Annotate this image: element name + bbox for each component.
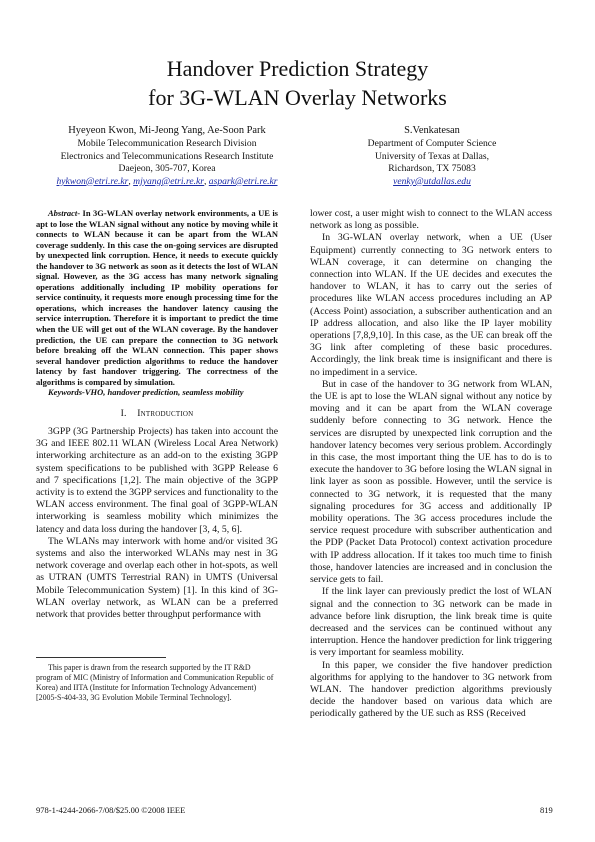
right-column [310,208,552,721]
author-names-right: S.Venkatesan [404,125,460,136]
body-paragraph: If the link layer can previously predict the lost of WLAN signal and the connection to 3G network can be made in advance before link disruption, the link break time is quite decreased and the services can be continued without any interruption. Hence the handover prediction for link triggering is very important for seamless mobility. [310,586,552,659]
footnote-divider [36,657,166,658]
paper-title [0,54,595,112]
affiliation-line-2: Electronics and Telecommunications Research Institute [60,150,274,162]
section-number: I. [120,407,127,419]
copyright-line: 978-1-4244-2066-7/08/$25.00 ©2008 IEEE [36,805,186,815]
abstract-text: - In 3G-WLAN overlay network environments, a UE is apt to lose the WLAN signal without any notice by moving while it connects to WLAN because it can be apart from the WLAN coverage suddenly. In this case the on-going services are disrupted by unexpected link corruption. Hence, it needs to execute quickly the handover to 3G network as soon as it detects the lost of WLAN signal. However, as the 3G access has many network signaling operations additionally including IP mobility operations for service continuity, it requests more enough processing time for the operations, which increases the handover latency causing the service interruption. Therefore it is important to predict the time when the UE will get out of the WLAN coverage. By the handover prediction, the UE can prepare the connection to 3G network before breaking off the WLAN connection. This paper shows several handover prediction algorithms to reduce the handover latency by fast handover triggering. The correctness of the algorithms is compared by simulation. [36,208,278,387]
section-title: Introduction [137,407,194,419]
affiliation-line-1: Department of Computer Science [367,138,497,150]
author-block-right [312,125,552,188]
affiliation-line-3: Richardson, TX 75083 [388,163,476,175]
affiliation-line-2: University of Texas at Dallas, [375,150,489,162]
author-block-left [36,125,298,188]
affiliation-line-3: Daejeon, 305-707, Korea [118,163,216,175]
email-link[interactable]: venky@utdallas.edu [393,175,471,187]
page-number: 819 [540,805,553,815]
body-paragraph: 3GPP (3G Partnership Projects) has taken into account the 3G and IEEE 802.11 WLAN (Wireless Local Area Network) interworking architecture as an add-on to the existing 3GPP system specifications to be published with 3GPP Release 6 and 7 specifications [1,2]. The main objective of the 3GPP activity is to extend the 3GPP services and functionality to the WLAN access environment. The final goal of 3GPP-WLAN interworking is seamless mobility which minimizes the latency and data loss during the handover [3, 4, 5, 6]. [36,426,278,535]
author-emails-right [312,176,552,188]
email-link[interactable]: aspark@etri.re.kr [208,175,278,187]
keywords-text: -VHO, handover prediction, seamless mobility [82,387,244,398]
keywords-label: Keywords [48,387,82,398]
body-paragraph: lower cost, a user might wish to connect to the WLAN access network as long as possible. [310,208,552,232]
email-link[interactable]: mjyang@etri.re.kr [133,175,204,187]
keywords [36,387,278,398]
body-paragraph: But in case of the handover to 3G network from WLAN, the UE is apt to lose the WLAN signal without any notice by moving and it can be apart from the WLAN coverage suddenly before connecting to 3G network. Hence the services are disrupted by unexpected link corruption and the handover latency becomes very serious problem. Accordingly in this case, the most important thing the UE has to do is to execute the handover to 3G before losing the WLAN signal in link layer as soon as possible. However, until the service is connected to 3G network, it is requested that the many signaling procedures for 3G access and additionally IP mobility operations. The 3G access procedures include the service request procedure with subscriber authentication and the PDP (Packet Data Protocol) context activation procedure with IP address allocation. If it takes too much time to finish those, handover latencies are increased and in conclusion the service gets to fail. [310,378,552,586]
body-paragraph: In 3G-WLAN overlay network, when a UE (User Equipment) currently connecting to 3G network enters to WLAN coverage, it can determine on changing the connection into WLAN. If the UE decides and executes the handover to WLAN, it has to carry out the series of procedures like WLAN access procedures including an AP (Access Point) association, a subscriber authentication and an IP address allocation, and also like the IP layer mobility operations [7,8,9,10]. In this case, as the UE can break off the 3G link after completing of these basic procedures. Accordingly, the link break time is insignificant and there is no impediment in a service. [310,232,552,378]
email-link[interactable]: hykwon@etri.re.kr [56,175,129,187]
abstract [36,208,278,387]
section-heading [36,408,278,420]
footnote: This paper is drawn from the research supported by the IT R&D program of MIC (Ministry of Information and Communication Republic of Korea) and IITA (Institute for Information Technology Advancement) [2005-S-404-33, 3G Evolution Mobile Terminal Technology]. [36,663,274,702]
author-emails-left: hykwon@etri.re.kr, mjyang@etri.re.kr, aspark@etri.re.kr [56,175,278,187]
abstract-label: Abstract [48,208,78,218]
body-paragraph: The WLANs may interwork with home and/or visited 3G systems and also the interworked WLANs may nest in 3G network coverage and overlap each other in hot-spots, as well as UTRAN (UMTS Terrestrial RAN) in UMTS (Universal Mobile Telecommunication System) [1]. In this kind of 3G-WLAN overlay network, as WLAN can be a preferred network that provides better throughput performance with [36,535,278,621]
affiliation-line-1: Mobile Telecommunication Research Division [77,138,257,150]
body-paragraph: In this paper, we consider the five handover prediction algorithms for applying to the handover to 3G network from WLAN. The handover prediction algorithms previously decide the handover based on various data which are periodically gathered by the UE such as RSS (Received [310,659,552,720]
left-column [36,208,278,621]
title-line-1: Handover Prediction Strategy [166,56,429,81]
author-names-left: Hyeyeon Kwon, Mi-Jeong Yang, Ae-Soon Park [68,125,266,136]
title-line-2: for 3G-WLAN Overlay Networks [148,85,447,110]
